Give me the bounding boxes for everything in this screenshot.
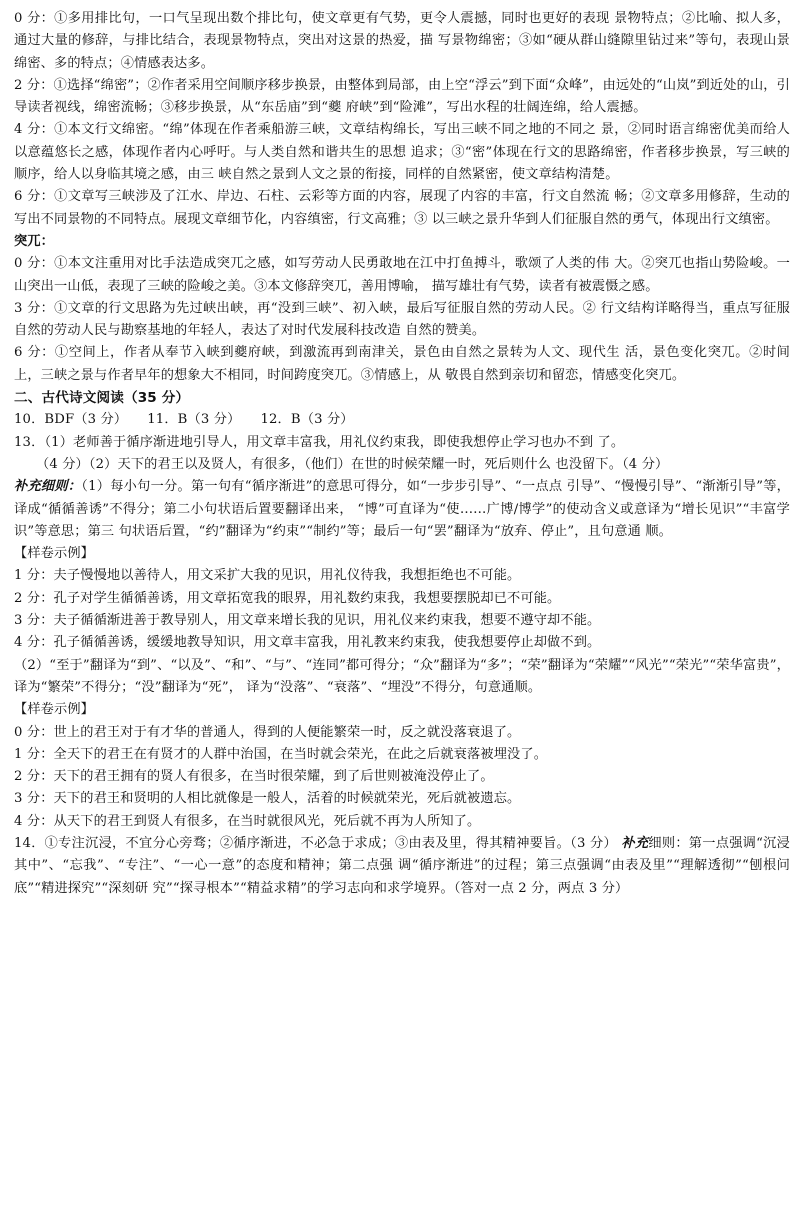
tuwu-score-0: 0 分：①本文注重用对比手法造成突兀之感，如写劳动人民勇敢地在江中打鱼搏斗，歌颂了人类的伟 大。②突兀也指山势险峻。一山突出一山低，表现了三峡的险峻之美。③本文修辞突兀，善用博喻， 描写雄壮有气势，读者有被震慑之感。 [14,256,790,294]
answers-10-12: 10．BDF（3 分） 11．B（3 分） 12．B（3 分） [14,412,354,428]
mianmi-score-0: 0 分：①多用排比句，一口气呈现出数个排比句，使文章更有气势，更令人震撼，同时也更好的表现 景物特点；②比喻、拟人多，通过大量的修辞，与排比结合，表现景物特点，突出对这景的热爱，描 写景物绵密；③如“硬从群山缝隙里钻过来”等句，表现山景绵密、多的特点；④情感表达多。 [14,11,790,71]
sample-heading-1: 【样卷示例】 [14,546,95,562]
tuwu-score-6: 6 分：①空间上，作者从奉节入峡到夔府峡，到激流再到南津关，景色由自然之景转为人文、现代生 活，景色变化突兀。②时间上，三峡之景与作者早年的想象大不相同，时间跨度突兀。③情感上，从 敬畏自然到亲切和留恋，情感变化突兀。 [14,345,790,383]
supplement-text-3: 细则：第一点强调“沉浸其中”、“忘我”、“专注”、“一心一意”的态度和精神；第二点强 调“循序渐进”的过程；第三点强调“由表及里”“理解透彻”“刨根问底”“精进探究”“深刻研 究”“探寻根本”“精益求精”的学习志向和求学境界。（答对一点 2 分，两点 3 分） [14,835,790,896]
sample-1-score-4: 4 分：孔子循循善诱，缓缓地教导知识，用文章丰富我，用礼教来约束我，使我想要停止却做不到。 [14,635,601,651]
answer-13-line2: （4 分）（2）天下的君王以及贤人，有很多，（他们）在世的时候荣耀一时，死后则什么 也没留下。（4 分） [36,456,669,472]
supplement-label-2: 补充 [621,835,649,851]
answer-14-text: 14．①专注沉浸，不宜分心旁骛；②循序渐进，不必急于求成；③由表及里，得其精神要旨。（3 分） [14,835,617,851]
mianmi-score-4: 4 分：①本文行文绵密。“绵”体现在作者乘船游三峡，文章结构绵长，写出三峡不同之地的不同之 景，②同时语言绵密优美而给人以意蕴悠长之感，体现作者内心呼吁。与人类自然和谐共生的思想 追求；③“密”体现在行文的思路绵密，作者移步换景，写三峡的顺序，给人以身临其境之感，由三 峡自然之景到人文之景的衔接，同样的自然紧密，使文章结构清楚。 [14,122,790,183]
tuwu-heading: 突兀： [14,233,55,249]
sample-2-score-4: 4 分：从天下的君王到贤人有很多，在当时就很风光，死后就不再为人所知了。 [14,813,481,829]
section-heading-ancient-poetry: 二、古代诗文阅读（35 分） [14,390,190,407]
mianmi-score-2: 2 分：①选择“绵密”；②作者采用空间顺序移步换景，由整体到局部，由上空“浮云”到下面“众峰”，由远处的“山岚”到近处的山，引导读者视线，绵密流畅；③移步换景，从“东岳庙”到“夔 府峡”到“险滩”，写出水程的壮阔连绵，给人震撼。 [14,77,790,116]
sample-heading-2: 【样卷示例】 [14,702,95,718]
supplement-text-1: （1）每小句一分。第一句有“循序渐进”的意思可得分，如“一步步引导”、“一点点 引导”、“慢慢引导”、“渐渐引导”等，译成“循循善诱”不得分；第二小句状语后置要翻译出来， “博”可直译为“使……广博/博学”的使动含义或意译为“增长见识”“丰富学识”等意思；第三 句状语后置，“约”翻译为“约束”“制约”等；最后一句“罢”翻译为“放弃、停止”，且句意通 顺。 [14,479,790,539]
sample-1-score-1: 1 分：夫子慢慢地以善待人，用文采扩大我的见识，用礼仪待我，我想拒绝也不可能。 [14,568,521,584]
supplement-rules-1 [14,476,790,543]
sample-1-score-3: 3 分：夫子循循渐进善于教导别人，用文章来增长我的见识，用礼仪来约束我，想要不遵守却不能。 [14,613,601,629]
mianmi-score-6: 6 分：①文章写三峡涉及了江水、岸边、石柱、云彩等方面的内容，展现了内容的丰富，行文自然流 畅；②文章多用修辞，生动的写出不同景物的不同特点。展现文章细节化，内容缜密，行文高雅；③ 以三峡之景升华到人们征服自然的勇气，体现出行文缜密。 [14,189,790,227]
tuwu-score-3: 3 分：①文章的行文思路为先过峡出峡，再“没到三峡”、初入峡，最后写征服自然的劳动人民。② 行文结构详略得当，重点写征服自然的劳动人民与勘察基地的年轻人，表达了对时代发展科技改造 自然的赞美。 [14,300,790,339]
sample-1-score-2: 2 分：孔子对学生循循善诱，用文章拓宽我的眼界，用礼数约束我，我想要摆脱却已不可能。 [14,590,561,606]
supplement-rules-2: （2）“至于”翻译为“到”、“以及”、“和”、“与”、“连同”都可得分；“众”翻译为“多”；“荣”翻译为“荣耀”“风光”“荣光”“荣华富贵”，译为“繁荣”不得分；“没”翻译为“死”， 译为“没落”、“衰落”、“埋没”不得分，句意通顺。 [14,657,790,695]
sample-2-score-0: 0 分：世上的君王对于有才华的普通人，得到的人便能繁荣一时，反之就没落衰退了。 [14,724,521,740]
answer-14 [14,833,790,900]
sample-2-score-2: 2 分：天下的君王拥有的贤人有很多，在当时很荣耀，到了后世则被淹没停止了。 [14,769,494,785]
sample-2-score-1: 1 分：全天下的君王在有贤才的人群中治国，在当时就会荣光，在此之后就衰落被埋没了。 [14,746,548,762]
sample-2-score-3: 3 分：天下的君王和贤明的人相比就像是一般人，活着的时候就荣光，死后就被遗忘。 [14,791,521,807]
supplement-label: 补充细则： [14,479,82,495]
answer-13-line1: 13．（1）老师善于循序渐进地引导人，用文章丰富我，用礼仪约束我，即使我想停止学习也办不到 了。 [14,434,625,450]
